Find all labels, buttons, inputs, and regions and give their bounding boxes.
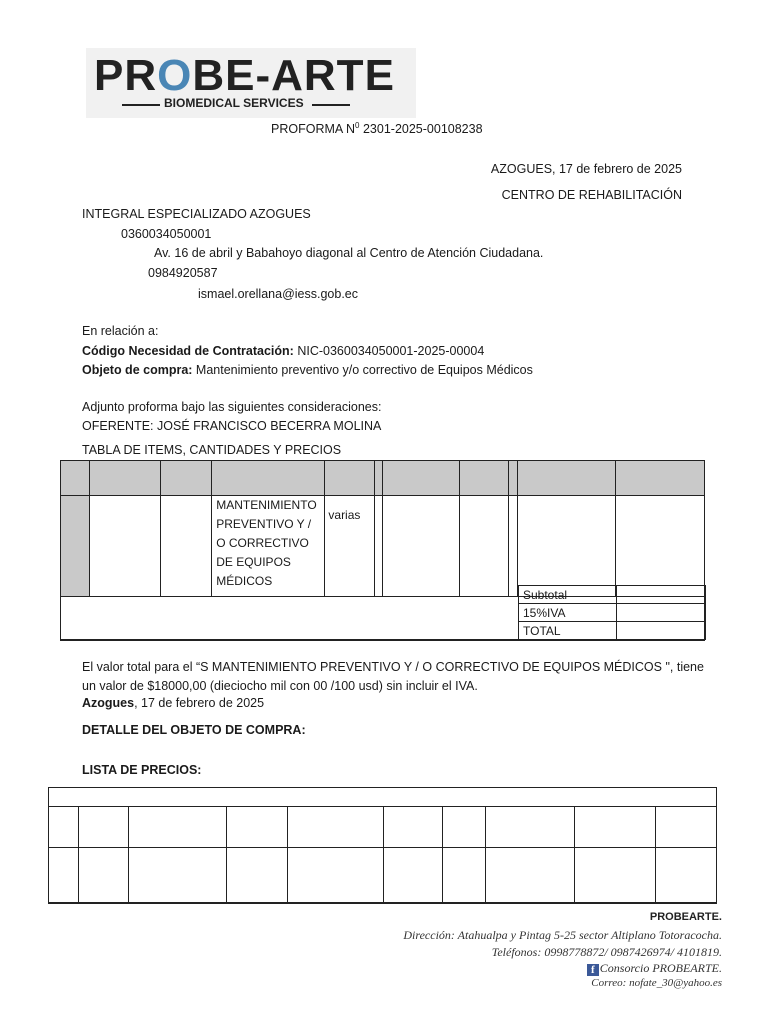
totals-table	[518, 585, 706, 640]
document-place-date: AZOGUES, 17 de febrero de 2025	[490, 162, 682, 176]
item-unit: varias	[325, 496, 375, 597]
summary-line-2: un valor de $18000,00 (dieciocho mil con 00 /100 usd) sin incluir el IVA.	[82, 679, 478, 693]
footer-facebook: f Consorcio PROBEARTE.	[587, 961, 722, 976]
price-table-title-row	[49, 788, 717, 807]
subtotal-label: Subtotal	[519, 586, 617, 604]
price-list-heading: LISTA DE PRECIOS:	[82, 763, 202, 777]
summary-place-date: Azogues, 17 de febrero de 2025	[82, 696, 265, 710]
totals-section	[60, 585, 705, 641]
footer-email: Correo: nofate_30@yahoo.es	[591, 977, 722, 989]
recipient-address: Av. 16 de abril y Babahoyo diagonal al Centro de Atención Ciudadana.	[154, 246, 544, 260]
items-table-title: TABLA DE ITEMS, CANTIDADES Y PRECIOS	[82, 443, 342, 457]
recipient-email: ismael.orellana@iess.gob.ec	[198, 287, 358, 301]
items-table	[60, 460, 705, 597]
recipient-name: INTEGRAL ESPECIALIZADO AZOGUES	[82, 207, 311, 221]
offerer: OFERENTE: JOSÉ FRANCISCO BECERRA MOLINA	[82, 419, 382, 433]
logo-rule-left	[122, 104, 160, 106]
table-row	[61, 496, 705, 597]
relation-intro: En relación a:	[82, 324, 159, 338]
items-table-header	[61, 461, 705, 496]
item-description: MANTENIMIENTO PREVENTIVO Y / O CORRECTIVO DE EQUIPOS MÉDICOS	[212, 496, 325, 597]
company-logo	[86, 48, 416, 118]
proforma-title: PROFORMA $N^0$ 2301-2025-00108238	[271, 121, 483, 137]
logo-rule-right	[312, 104, 350, 106]
iva-value	[617, 604, 706, 622]
total-value	[617, 622, 706, 640]
price-list-table	[48, 787, 717, 904]
logo-heart-icon: O	[157, 51, 193, 100]
considerations-intro: Adjunto proforma bajo las siguientes consideraciones:	[82, 400, 382, 414]
table-row	[49, 848, 717, 904]
price-table-header	[49, 807, 717, 848]
iva-label: 15%IVA	[519, 604, 617, 622]
logo-wordmark: PROBE-ARTE	[94, 51, 395, 100]
recipient-line-1: CENTRO DE REHABILITACIÓN	[501, 188, 682, 202]
purchase-object: Objeto de compra: Mantenimiento preventivo y/o correctivo de Equipos Médicos	[82, 363, 533, 377]
logo-tagline: BIOMEDICAL SERVICES	[164, 96, 304, 110]
footer-phones: Teléfonos: 0998778872/ 0987426974/ 4101819.	[491, 945, 722, 959]
subtotal-value	[617, 586, 706, 604]
detail-heading: DETALLE DEL OBJETO DE COMPRA:	[82, 723, 306, 737]
summary-line-1: El valor total para el “S MANTENIMIENTO PREVENTIVO Y / O CORRECTIVO DE EQUIPOS MÉDICOS ", tiene	[82, 660, 704, 674]
facebook-icon: f	[587, 964, 599, 976]
contracting-code: Código Necesidad de Contratación: NIC-0360034050001-2025-00004	[82, 344, 485, 358]
recipient-phone: 0984920587	[148, 266, 218, 280]
footer-company: PROBEARTE.	[649, 911, 722, 923]
footer-address: Dirección: Atahualpa y Pintag 5-25 sector Altiplano Totoracocha.	[403, 928, 722, 942]
recipient-ruc: 0360034050001	[121, 227, 212, 241]
total-label: TOTAL	[519, 622, 617, 640]
